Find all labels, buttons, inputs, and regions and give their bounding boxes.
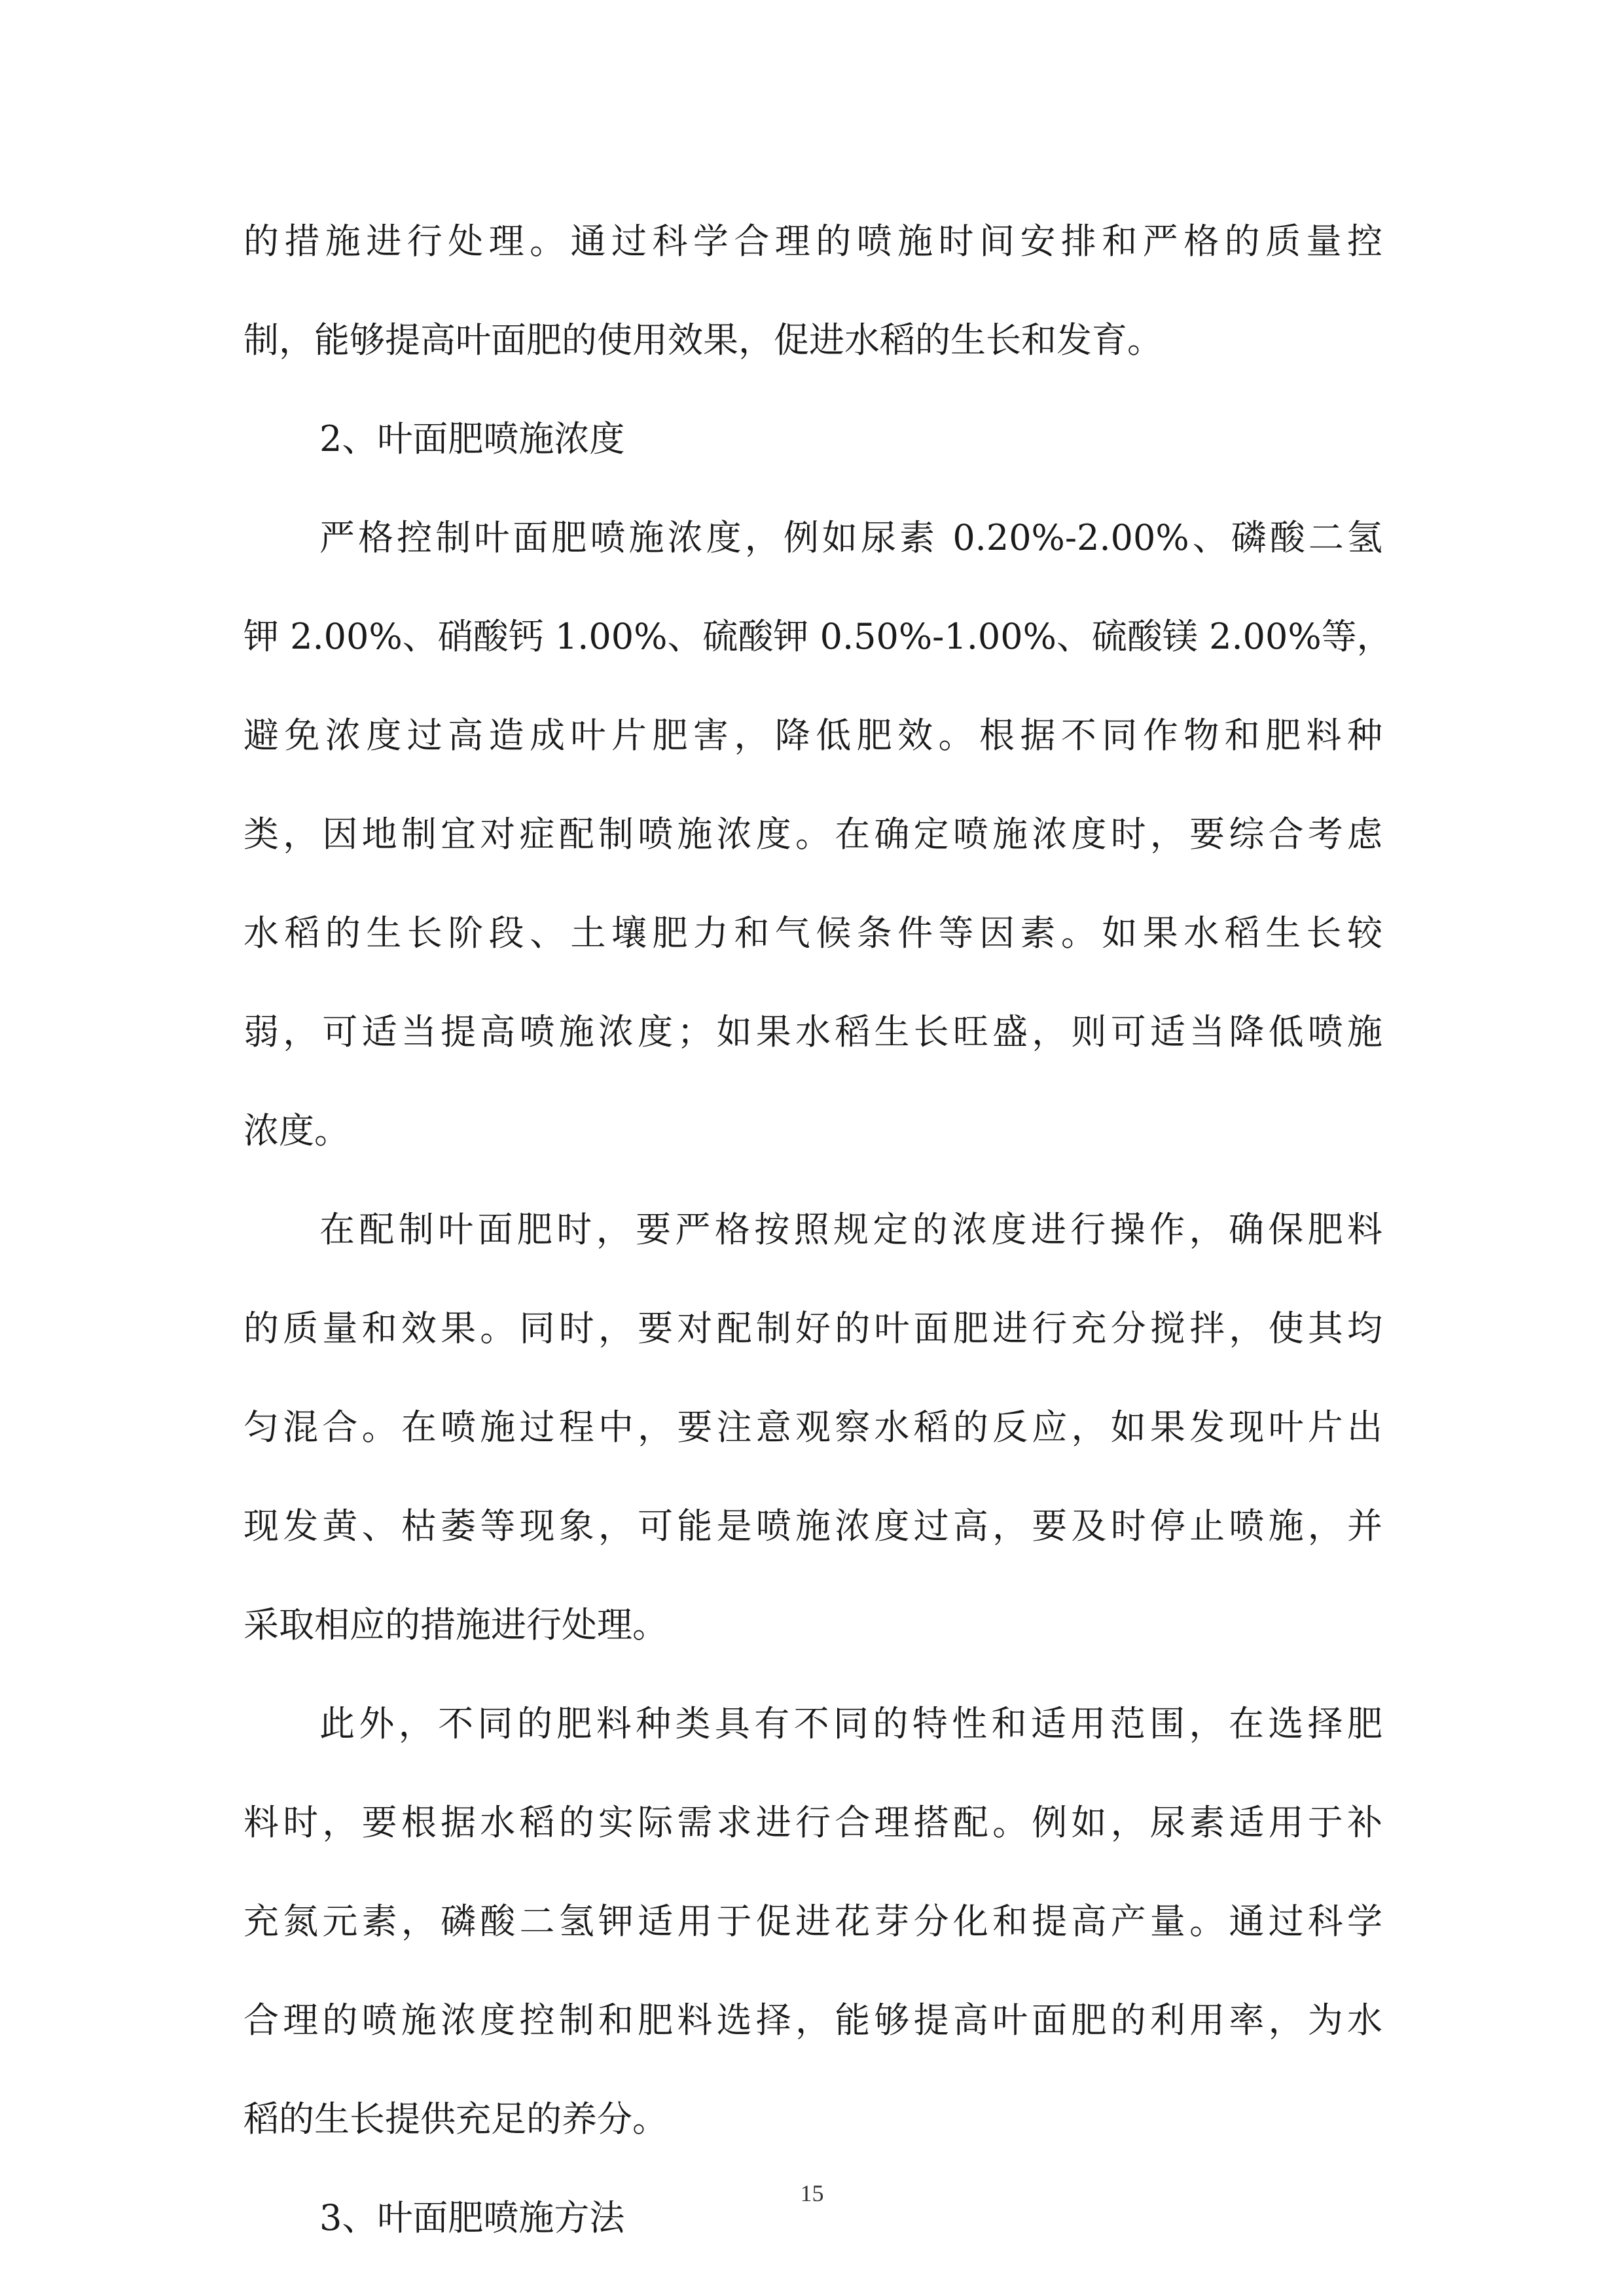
- text-line: 充氮元素，磷酸二氢钾适用于促进花芽分化和提高产量。通过科学: [244, 1901, 1382, 1942]
- text-line: 避免浓度过高造成叶片肥害，降低肥效。根据不同作物和肥料种: [244, 715, 1382, 756]
- paragraph-preparation: [244, 1180, 1382, 1674]
- text-line: 料时，要根据水稻的实际需求进行合理搭配。例如，尿素适用于补: [244, 1802, 1382, 1843]
- text-line: 合理的喷施浓度控制和肥料选择，能够提高叶面肥的利用率，为水: [244, 2000, 1382, 2041]
- text-line: 采取相应的措施进行处理。: [244, 1604, 668, 1645]
- page-number: 15: [800, 2180, 824, 2206]
- paragraph-continuation: [244, 192, 1382, 389]
- text-line: 稻的生长提供充足的养分。: [244, 2098, 668, 2140]
- section-heading-concentration: 2、叶面肥喷施浓度: [319, 418, 625, 459]
- paragraph-concentration-control: [244, 488, 1392, 1180]
- document-body: [244, 192, 1392, 2267]
- text-line: 水稻的生长阶段、土壤肥力和气候条件等因素。如果水稻生长较: [244, 912, 1382, 954]
- text-line: 在配制叶面肥时，要严格按照规定的浓度进行操作，确保肥料: [319, 1209, 1382, 1250]
- text-line: 的质量和效果。同时，要对配制好的叶面肥进行充分搅拌，使其均: [244, 1308, 1382, 1349]
- text-line: 严格控制叶面肥喷施浓度，例如尿素 0.20%-2.00%、磷酸二氢: [319, 517, 1382, 558]
- text-line: 类，因地制宜对症配制喷施浓度。在确定喷施浓度时，要综合考虑: [244, 814, 1382, 855]
- section-heading-method: 3、叶面肥喷施方法: [319, 2197, 625, 2238]
- text-line: 现发黄、枯萎等现象，可能是喷施浓度过高，要及时停止喷施，并: [244, 1505, 1382, 1547]
- text-line: 的措施进行处理。通过科学合理的喷施时间安排和严格的质量控: [244, 221, 1382, 262]
- text-line: 弱，可适当提高喷施浓度；如果水稻生长旺盛，则可适当降低喷施: [244, 1011, 1382, 1052]
- text-line: 此外，不同的肥料种类具有不同的特性和适用范围，在选择肥: [319, 1703, 1382, 1744]
- text-line: 钾 2.00%、硝酸钙 1.00%、硫酸钾 0.50%-1.00%、硫酸镁 2.00%等，: [244, 616, 1392, 657]
- text-line: 制，能够提高叶面肥的使用效果，促进水稻的生长和发育。: [244, 319, 1163, 361]
- text-line: 浓度。: [244, 1110, 350, 1151]
- text-line: 匀混合。在喷施过程中，要注意观察水稻的反应，如果发现叶片出: [244, 1407, 1382, 1448]
- paragraph-fertilizer-selection: [244, 1674, 1382, 2168]
